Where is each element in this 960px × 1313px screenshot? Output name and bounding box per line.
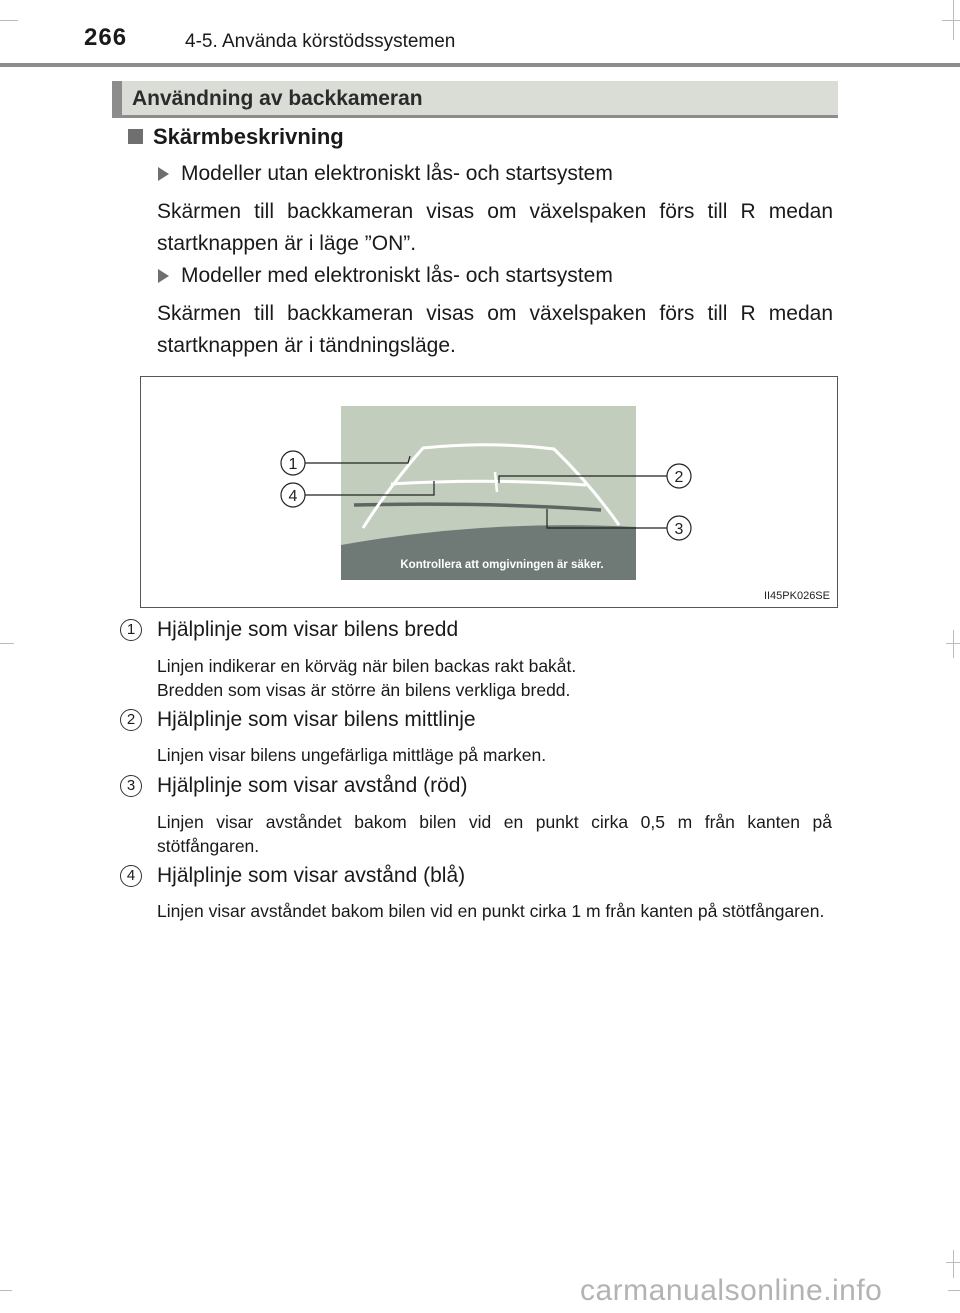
section-title: Användning av backkameran	[132, 87, 423, 110]
section-heading-bar	[112, 81, 838, 118]
callout-3-label: 3	[674, 521, 684, 538]
item-number-badge: 1	[120, 619, 142, 641]
item-title-text: Hjälplinje som visar bilens bredd	[157, 618, 459, 641]
camera-screen-illustration	[141, 377, 837, 607]
square-bullet-icon	[128, 129, 143, 144]
crop-mark	[942, 20, 960, 21]
item-description-line: Bredden som visas är större än bilens verkliga bredd.	[157, 680, 571, 700]
page-number: 266	[84, 24, 128, 51]
watermark: carmanualsonline.info	[580, 1274, 883, 1307]
item-title	[126, 618, 459, 642]
callout-1-label: 1	[288, 456, 298, 473]
item-description	[157, 810, 832, 858]
rear-camera-figure	[140, 376, 838, 608]
bullet-item	[158, 264, 613, 288]
crop-mark	[953, 1250, 954, 1278]
item-title-text: Hjälplinje som visar bilens mittlinje	[157, 708, 476, 731]
crop-mark	[953, 630, 954, 658]
crop-mark	[0, 20, 18, 21]
item-description-line: Linjen visar avståndet bakom bilen vid en punkt cirka 0,5 m från kanten på stötfångaren.	[157, 812, 832, 856]
item-number-badge: 2	[120, 709, 142, 731]
item-description-line: Linjen visar avståndet bakom bilen vid en punkt cirka 1 m från kanten på stötfångaren.	[157, 901, 825, 921]
item-title-text: Hjälplinje som visar avstånd (röd)	[157, 774, 468, 797]
bullet-label: Modeller utan elektroniskt lås- och startsystem	[181, 162, 613, 185]
item-number-badge: 3	[120, 775, 142, 797]
crop-mark	[953, 0, 954, 40]
item-description	[157, 743, 832, 767]
item-description-line: Linjen indikerar en körväg när bilen backas rakt bakåt.	[157, 656, 577, 676]
item-description	[157, 899, 832, 923]
item-title	[126, 774, 468, 798]
subsection-heading	[128, 124, 344, 150]
chapter-title: 4-5. Använda körstödssystemen	[185, 31, 456, 52]
triangle-bullet-icon	[158, 269, 169, 283]
triangle-bullet-icon	[158, 167, 169, 181]
bullet-paragraph: Skärmen till backkameran visas om växelspaken förs till R medan startknappen är i tändningsläge.	[157, 302, 833, 357]
bullet-item	[158, 162, 613, 186]
item-number-badge: 4	[120, 865, 142, 887]
bullet-paragraph: Skärmen till backkameran visas om växelspaken förs till R medan startknappen är i läge ”ON”.	[157, 200, 833, 255]
item-description	[157, 654, 832, 702]
crop-mark	[0, 643, 14, 644]
crop-mark	[948, 1290, 960, 1291]
header-rule	[0, 63, 960, 67]
figure-code: II45PK026SE	[763, 590, 830, 602]
item-description-line: Linjen visar bilens ungefärliga mittläge på marken.	[157, 745, 547, 765]
section-tab	[112, 81, 122, 115]
screen-message: Kontrollera att omgivningen är säker.	[400, 559, 604, 571]
item-title	[126, 864, 466, 888]
subsection-title: Skärmbeskrivning	[153, 124, 344, 149]
item-title-text: Hjälplinje som visar avstånd (blå)	[157, 864, 466, 887]
crop-mark	[0, 1290, 12, 1291]
callout-2-label: 2	[674, 469, 684, 486]
callout-4-label: 4	[288, 488, 298, 505]
item-title	[126, 708, 476, 732]
bullet-label: Modeller med elektroniskt lås- och startsystem	[181, 264, 613, 287]
